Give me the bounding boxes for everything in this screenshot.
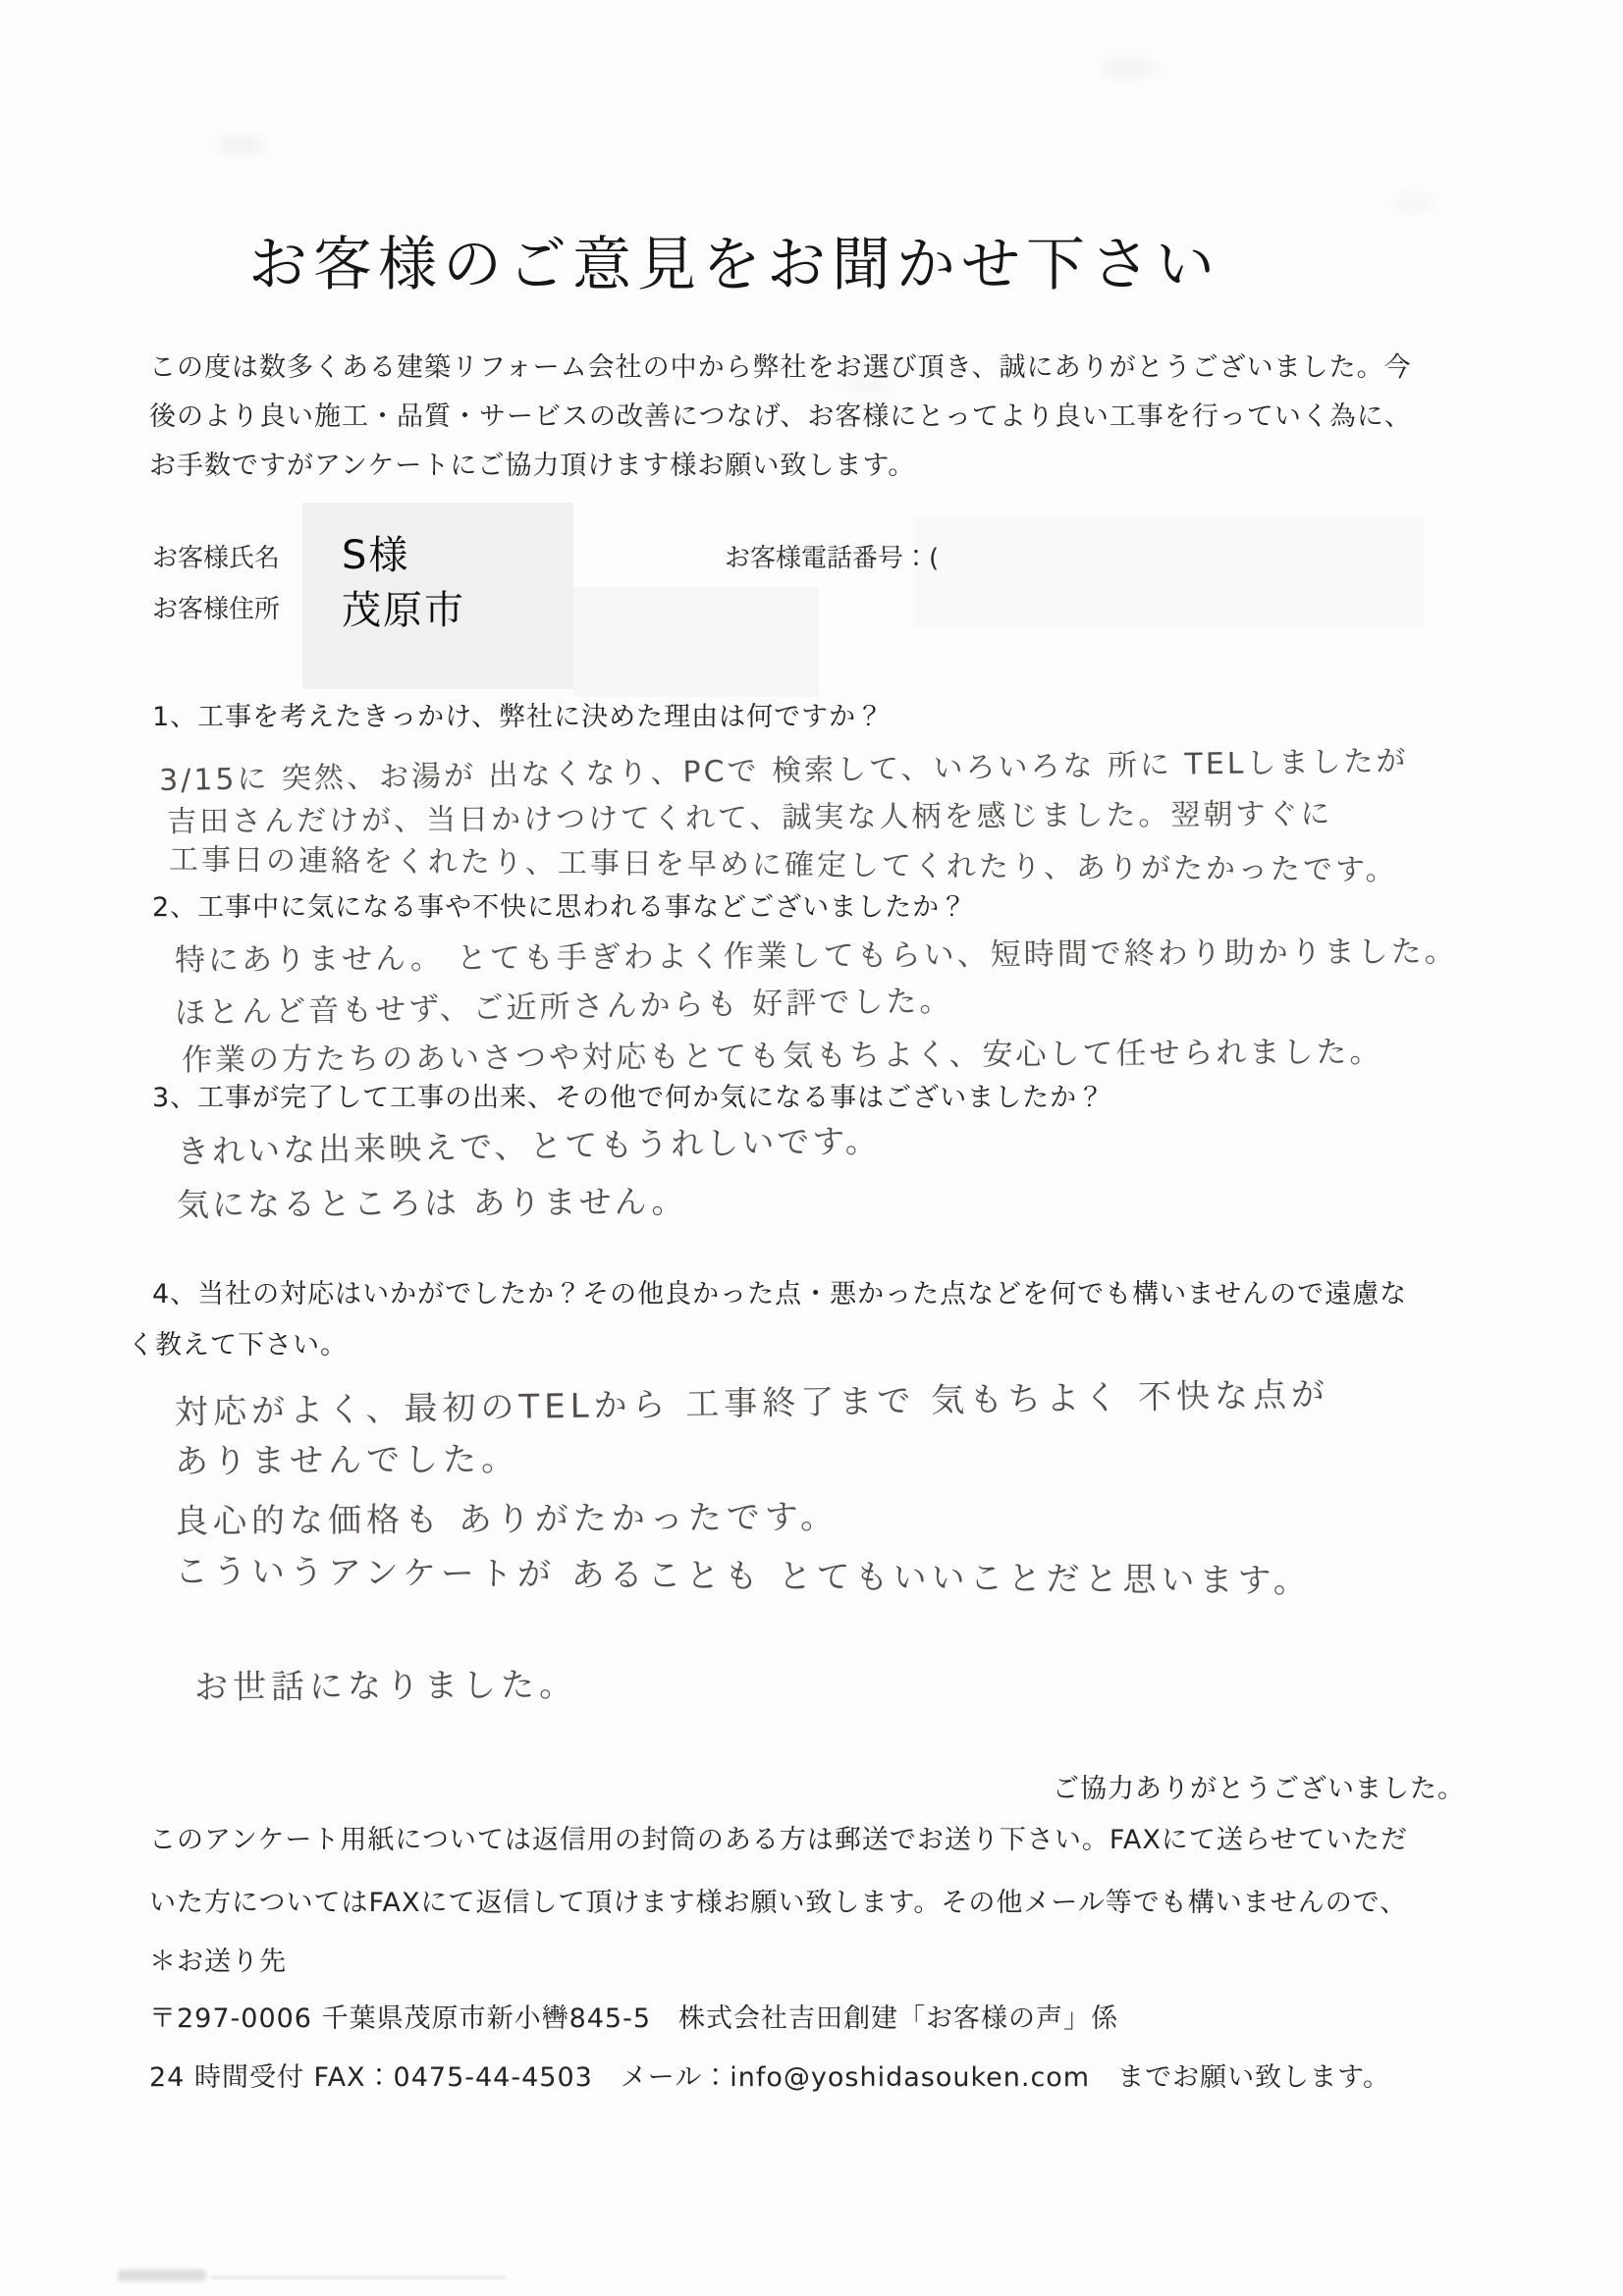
- scan-artifact: [216, 137, 265, 153]
- question-4-heading: く教えて下さい。: [128, 1330, 348, 1361]
- footer-note-line: ＊お送り先: [149, 1947, 287, 1977]
- thanks-line: ご協力ありがとうございました。: [1053, 1774, 1465, 1804]
- scan-artifact: [211, 2275, 506, 2279]
- question-4-answer-line: 良心的な価格も ありがたかったです。: [174, 1497, 839, 1542]
- send-address-line: 〒297-0006 千葉県茂原市新小轡845-5 株式会社吉田創建「お客様の声」係: [149, 2003, 1119, 2034]
- customer-address-label: お客様住所: [152, 595, 281, 624]
- question-3-answer-line: きれいな出来映えで、とてもうれしいです。: [176, 1121, 881, 1171]
- contact-line: 24 時間受付 FAX：0475-44-4503 メール：info@yoshidasouken.com までお願い致します。: [149, 2062, 1390, 2093]
- redaction-box-phone: [913, 514, 1424, 628]
- intro-line: この度は数多くある建築リフォーム会社の中から弊社をお選び頂き、誠にありがとうございました。今: [149, 352, 1412, 383]
- question-1-answer-line: 工事日の連絡をくれたり、工事日を早めに確定してくれたり、ありがたかったです。: [168, 842, 1398, 888]
- customer-name-label: お客様氏名: [152, 544, 281, 573]
- question-4-answer-line: こういうアンケートが あることも とてもいいことだと思います。: [174, 1551, 1312, 1602]
- footer-note-line: このアンケート用紙については返信用の封筒のある方は郵送でお送り下さい。FAXにて送らせていただ: [149, 1825, 1409, 1855]
- scan-artifact: [118, 2269, 206, 2281]
- question-4-heading: 4、当社の対応はいかがでしたか？その他良かった点・悪かった点などを何でも構いませんので遠慮な: [152, 1279, 1408, 1309]
- customer-address-value: 茂原市: [342, 588, 465, 633]
- scan-artifact: [1100, 59, 1159, 77]
- question-3-heading: 3、工事が完了して工事の出来、その他で何か気になる事はございましたか？: [152, 1083, 1106, 1113]
- question-1-answer-line: 3/15に 突然、お湯が 出なくなり、PCで 検索して、いろいろな 所に TELしましたが: [158, 744, 1409, 798]
- customer-name-value: S様: [342, 533, 410, 578]
- redaction-box-address-extra: [573, 587, 819, 697]
- question-2-answer-line: 特にありません。 とても手ぎわよく作業してもらい、短時間で終わり助かりました。: [174, 934, 1458, 979]
- footer-note-line: いた方についてはFAXにて返信して頂けます様お願い致します。その他メール等でも構いませんので、: [149, 1888, 1408, 1918]
- question-4-answer-line: ありませんでした。: [174, 1439, 520, 1482]
- scan-artifact: [1394, 196, 1434, 210]
- question-3-answer-line: 気になるところは ありません。: [176, 1182, 687, 1224]
- page-title: お客様のご意見をお聞かせ下さい: [248, 231, 1220, 299]
- intro-line: 後のより良い施工・品質・サービスの改善につなげ、お客様にとってより良い工事を行っていく為に、: [149, 401, 1412, 432]
- customer-phone-label: お客様電話番号：(: [725, 544, 940, 573]
- question-2-answer-line: ほとんど音もせず、ご近所さんからも 好評でした。: [174, 983, 953, 1032]
- question-1-heading: 1、工事を考えたきっかけ、弊社に決めた理由は何ですか？: [152, 702, 885, 732]
- intro-line: お手数ですがアンケートにご協力頂けます様お願い致します。: [149, 451, 916, 481]
- question-4-closing-line: お世話になりました。: [193, 1665, 578, 1708]
- question-2-heading: 2、工事中に気になる事や不快に思われる事などございましたか？: [152, 892, 968, 923]
- question-1-answer-line: 吉田さんだけが、当日かけつけてくれて、誠実な人柄を感じました。翌朝すぐに: [166, 796, 1333, 840]
- question-4-answer-line: 対応がよく、最初のTELから 工事終了まで 気もちよく 不快な点が: [174, 1374, 1330, 1433]
- question-2-answer-line: 作業の方たちのあいさつや対応もとても気もちよく、安心して任せられました。: [181, 1034, 1383, 1079]
